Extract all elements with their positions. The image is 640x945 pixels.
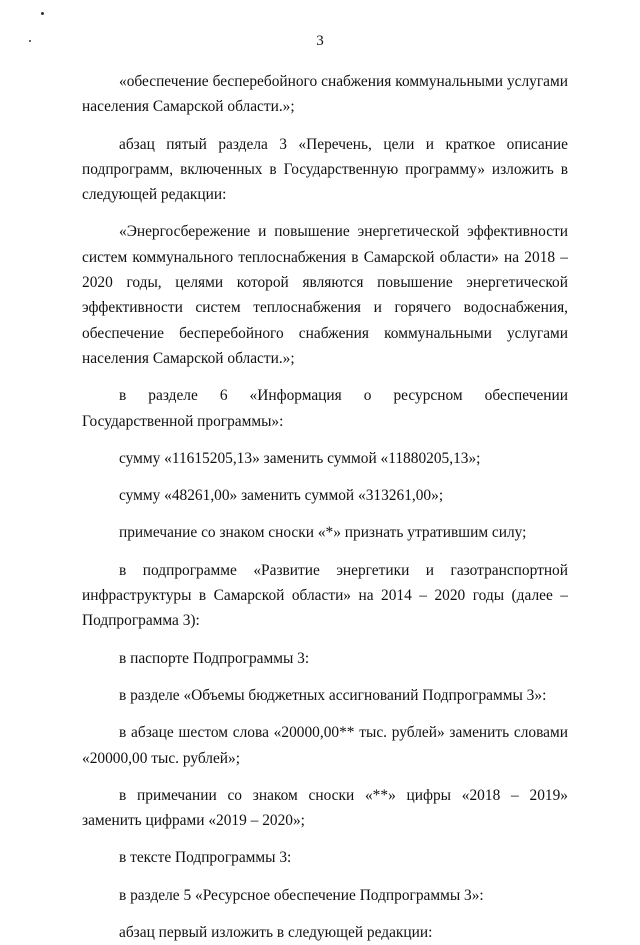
paragraph: «обеспечение бесперебойного снабжения коммунальными услугами населения Самарской области.»; <box>82 73 568 116</box>
paragraph: примечание со знаком сноски «*» признать утратившим силу; <box>119 524 527 542</box>
paragraph: в подпрограмме «Развитие энергетики и газотранспортной инфраструктуры в Самарской области» на 2014 – 2020 годы (далее – Подпрограмма 3): <box>82 561 568 630</box>
paragraph: сумму «48261,00» заменить суммой «313261,00»; <box>119 487 444 505</box>
paragraph: в разделе 5 «Ресурсное обеспечение Подпрограммы 3»: <box>119 886 484 904</box>
paragraph: абзац первый изложить в следующей редакции: <box>119 924 433 942</box>
body-text <box>82 69 568 945</box>
paragraph: в паспорте Подпрограммы 3: <box>119 649 310 667</box>
paragraph: абзац пятый раздела 3 «Перечень, цели и краткое описание подпрограмм, включенных в Государственную программу» изложить в следующей редакции: <box>82 135 568 204</box>
paragraph: в тексте Подпрограммы 3: <box>119 849 292 867</box>
paragraph: в примечании со знаком сноски «**» цифры «2018 – 2019» заменить цифрами «2019 – 2020»; <box>82 786 568 830</box>
paragraph: «Энергосбережение и повышение энергетической эффективности систем коммунального теплоснабжения в Самарской области» на 2018 – 2020 годы, целями которой являются повышение энергетической эффективности систем теплоснабжения и горячего водоснабжения, обеспечение бесперебойного снабжения коммунальными услугами населения Самарской области.»; <box>82 223 568 367</box>
paragraph: в разделе «Объемы бюджетных ассигнований Подпрограммы 3»: <box>119 686 547 704</box>
page-number: 3 <box>316 33 324 49</box>
paragraph: в разделе 6 «Информация о ресурсном обеспечении Государственной программы»: <box>82 387 568 430</box>
paragraph: сумму «11615205,13» заменить суммой «11880205,13»; <box>119 449 481 467</box>
scan-speck <box>41 12 44 15</box>
paragraph: в абзаце шестом слова «20000,00** тыс. рублей» заменить словами «20000,00 тыс. рублей»; <box>82 724 568 767</box>
